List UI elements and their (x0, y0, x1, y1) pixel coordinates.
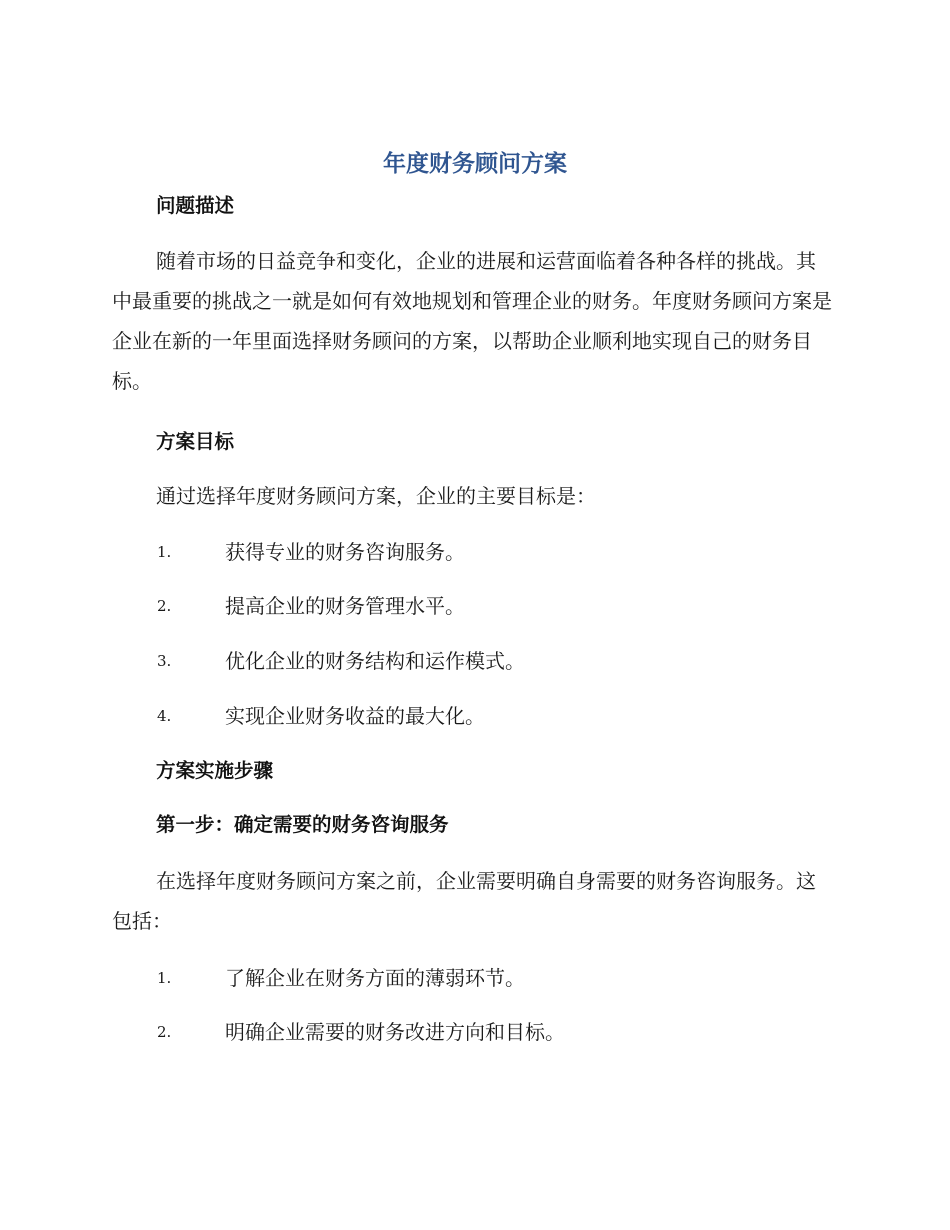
list-text: 实现企业财务收益的最大化。 (225, 704, 485, 728)
section-heading-steps: 方案实施步骤 (156, 759, 274, 782)
list-text: 优化企业的财务结构和运作模式。 (225, 649, 525, 673)
list-item (0, 591, 950, 621)
list-number: 1. (157, 969, 172, 987)
list-item (0, 1017, 950, 1047)
list-text: 提高企业的财务管理水平。 (225, 594, 465, 618)
list-number: 2. (157, 597, 172, 615)
problem-paragraph: 随着市场的日益竞争和变化，企业的进展和运营面临着各种各样的挑战。其中最重要的挑战之一就是如何有效地规划和管理企业的财务。年度财务顾问方案是企业在新的一年里面选择财务顾问的方案，以帮助企业顺利地实现自己的财务目标。 (112, 249, 832, 393)
goals-intro: 通过选择年度财务顾问方案，企业的主要目标是： (156, 484, 596, 508)
list-text: 获得专业的财务咨询服务。 (225, 540, 465, 564)
list-item (0, 537, 950, 567)
list-number: 1. (157, 543, 172, 561)
list-text: 了解企业在财务方面的薄弱环节。 (225, 966, 525, 990)
list-item (0, 646, 950, 676)
document-title: 年度财务顾问方案 (383, 151, 567, 177)
list-number: 4. (157, 707, 172, 725)
step1-paragraph: 在选择年度财务顾问方案之前，企业需要明确自身需要的财务咨询服务。这包括： (112, 869, 816, 933)
section-heading-goals: 方案目标 (156, 430, 235, 453)
list-item (0, 701, 950, 731)
list-text: 明确企业需要的财务改进方向和目标。 (225, 1020, 565, 1044)
step1-heading: 第一步：确定需要的财务咨询服务 (156, 813, 449, 836)
list-number: 2. (157, 1023, 172, 1041)
list-item (0, 963, 950, 993)
section-heading-problem: 问题描述 (156, 194, 235, 217)
list-number: 3. (157, 652, 172, 670)
